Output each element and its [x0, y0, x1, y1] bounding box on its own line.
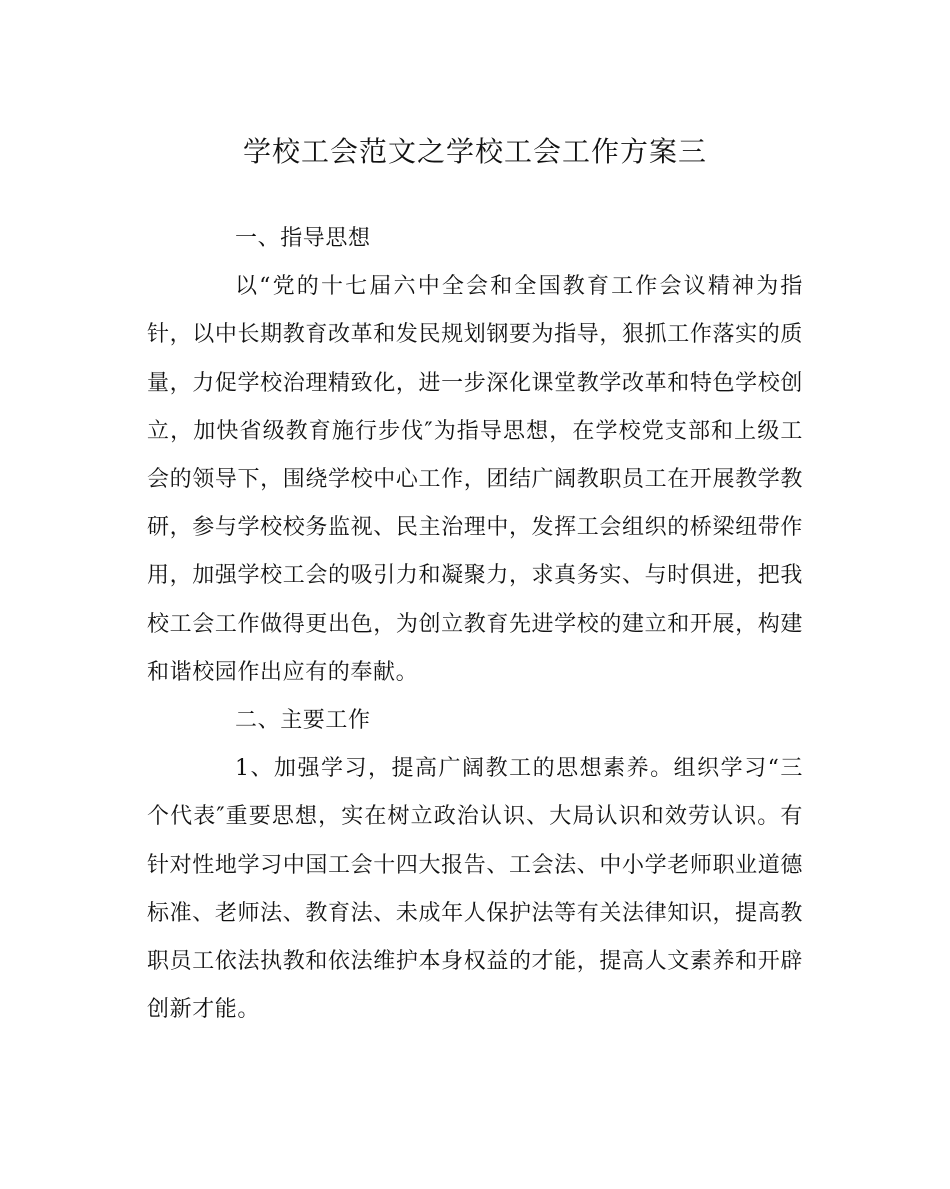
- document-title: 学校工会范文之学校工会工作方案三: [242, 135, 707, 168]
- paragraph-guiding-thought: 以“党的十七届六中全会和全国教育工作会议精神为指针，以中长期教育改革和发民规划钢要为指导，狠抓工作落实的质量，力促学校治理精致化，进一步深化课堂教学改革和特色学校创立，加快省级教育施行步伐″为指导思想，在学校党支部和上级工会的领导下，围绕学校中心工作，团结广阔教职员工在开展教学教研，参与学校校务监视、民主治理中，发挥工会组织的桥梁纽带作用，加强学校工会的吸引力和凝聚力，求真务实、与时俱进，把我校工会工作做得更出色，为创立教育先进学校的建立和开展，构建和谐校园作出应有的奉献。: [147, 274, 803, 685]
- section-heading-main-work: 二、主要工作: [235, 708, 371, 734]
- document-body: [147, 215, 803, 1034]
- paragraph-main-work-1: 1、加强学习，提高广阔教工的思想素养。组织学习“三个代表″重要思想，实在树立政治认识、大局认识和效劳认识。有针对性地学习中国工会十四大报告、工会法、中小学老师职业道德标准、老师法、教育法、未成年人保护法等有关法律知识，提高教职员工依法执教和依法维护本身权益的才能，提高人文素养和开辟创新才能。: [147, 756, 803, 1023]
- section-heading-guiding-thought: 一、指导思想: [235, 226, 371, 251]
